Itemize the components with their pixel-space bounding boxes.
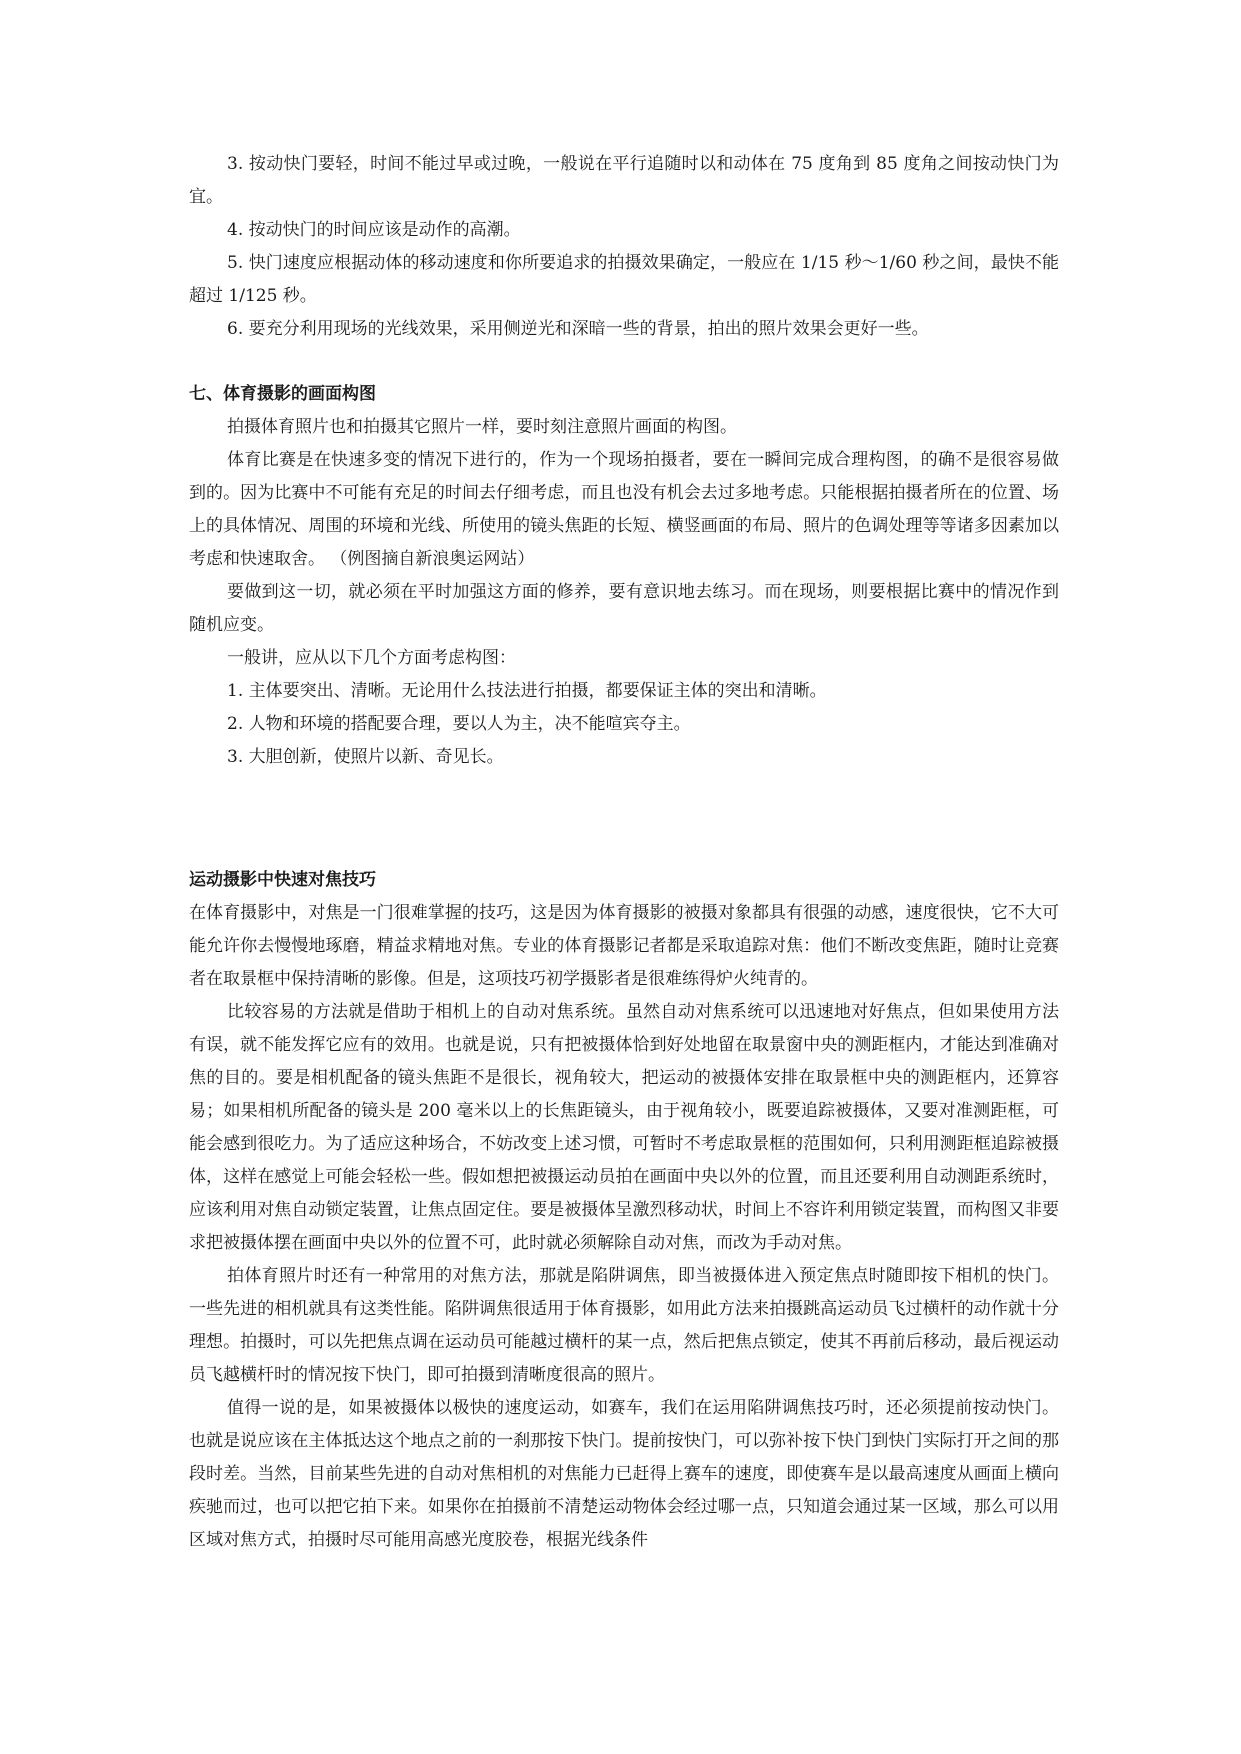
list-item: 3. 大胆创新，使照片以新、奇见长。	[227, 747, 504, 767]
list-item: 3. 按动快门要轻，时间不能过早或过晚，一般说在平行追随时以和动体在 75 度角到 85 度角之间按动快门为宜。	[189, 154, 1059, 207]
composition-section	[189, 378, 1059, 774]
section-heading: 七、体育摄影的画面构图	[189, 384, 376, 404]
list-item: 1. 主体要突出、清晰。无论用什么技法进行拍摄，都要保证主体的突出和清晰。	[227, 681, 827, 701]
paragraph: 体育比赛是在快速多变的情况下进行的，作为一个现场拍摄者，要在一瞬间完成合理构图，的确不是很容易做到的。因为比赛中不可能有充足的时间去仔细考虑，而且也没有机会去过多地考虑。只能根据拍摄者所在的位置、场上的具体情况、周围的环境和光线、所使用的镜头焦距的长短、横竖画面的布局、照片的色调处理等等诸多因素加以考虑和快速取舍。 （例图摘自新浪奥运网站）	[189, 450, 1059, 569]
paragraph: 在体育摄影中，对焦是一门很难掌握的技巧，这是因为体育摄影的被摄对象都具有很强的动感，速度很快，它不大可能允许你去慢慢地琢磨，精益求精地对焦。专业的体育摄影记者都是采取追踪对焦：他们不断改变焦距，随时让竞赛者在取景框中保持清晰的影像。但是，这项技巧初学摄影者是很难练得炉火纯青的。	[189, 903, 1059, 989]
list-item: 6. 要充分利用现场的光线效果，采用侧逆光和深暗一些的背景，拍出的照片效果会更好一些。	[227, 319, 929, 339]
list-item: 2. 人物和环境的搭配要合理，要以人为主，决不能喧宾夺主。	[227, 714, 691, 734]
list-item: 4. 按动快门的时间应该是动作的高潮。	[227, 220, 521, 240]
focus-technique-section	[189, 864, 1059, 1557]
shooting-tips-list	[189, 148, 1059, 346]
paragraph: 拍摄体育照片也和拍摄其它照片一样，要时刻注意照片画面的构图。	[227, 417, 737, 437]
paragraph: 比较容易的方法就是借助于相机上的自动对焦系统。虽然自动对焦系统可以迅速地对好焦点，但如果使用方法有误，就不能发挥它应有的效用。也就是说，只有把被摄体恰到好处地留在取景窗中央的测距框内，才能达到准确对焦的目的。要是相机配备的镜头焦距不是很长，视角较大，把运动的被摄体安排在取景框中央的测距框内，还算容易；如果相机所配备的镜头是 200 毫米以上的长焦距镜头，由于视角较小，既要追踪被摄体，又要对准测距框，可能会感到很吃力。为了适应这种场合，不妨改变上述习惯，可暂时不考虑取景框的范围如何，只利用测距框追踪被摄 体，这样在感觉上可能会轻松一些。假如想把被摄运动员拍在画面中央以外的位置，而且还要利用自动测距系统时，应该利用对焦自动锁定装置，让焦点固定住。要是被摄体呈激烈移动状，时间上不容许利用锁定装置，而构图又非要求把被摄体摆在画面中央以外的位置不可，此时就必须解除自动对焦，而改为手动对焦。	[189, 1002, 1059, 1253]
paragraph: 一般讲，应从以下几个方面考虑构图：	[227, 648, 516, 668]
paragraph: 值得一说的是，如果被摄体以极快的速度运动，如赛车，我们在运用陷阱调焦技巧时，还必须提前按动快门。也就是说应该在主体抵达这个地点之前的一刹那按下快门。提前按快门，可以弥补按下快门到快门实际打开之间的那段时差。当然，目前某些先进的自动对焦相机的对焦能力已赶得上赛车的速度，即使赛车是以最高速度从画面上横向疾驰而过，也可以把它拍下来。如果你在拍摄前不清楚运动物体会经过哪一点，只知道会通过某一区域，那么可以用区域对焦方式，拍摄时尽可能用高感光度胶卷，根据光线条件	[189, 1398, 1059, 1550]
paragraph: 要做到这一切，就必须在平时加强这方面的修养，要有意识地去练习。而在现场，则要根据比赛中的情况作到随机应变。	[189, 582, 1059, 635]
list-item: 5. 快门速度应根据动体的移动速度和你所要追求的拍摄效果确定，一般应在 1/15 秒～1/60 秒之间，最快不能超过 1/125 秒。	[189, 253, 1059, 306]
section-heading: 运动摄影中快速对焦技巧	[189, 870, 376, 890]
paragraph: 拍体育照片时还有一种常用的对焦方法，那就是陷阱调焦，即当被摄体进入预定焦点时随即按下相机的快门。一些先进的相机就具有这类性能。陷阱调焦很适用于体育摄影，如用此方法来拍摄跳高运动员飞过横杆的动作就十分理想。拍摄时，可以先把焦点调在运动员可能越过横杆的某一点，然后把焦点锁定，使其不再前后移动，最后视运动员飞越横杆时的情况按下快门，即可拍摄到清晰度很高的照片。	[189, 1266, 1059, 1385]
